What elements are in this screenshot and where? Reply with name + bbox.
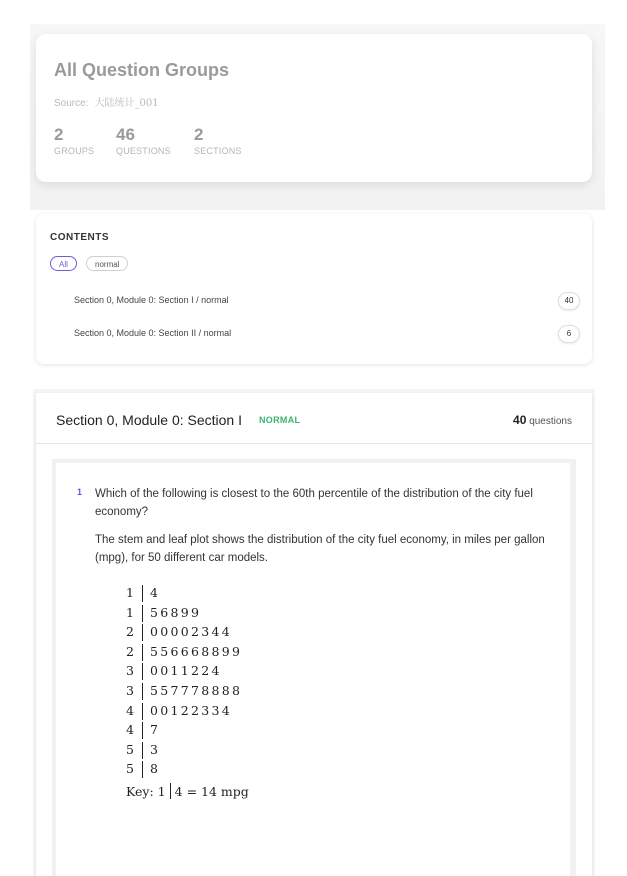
stem-value: 1 [126,585,134,600]
stat-label: SECTIONS [194,146,242,156]
stem-value: 5 [126,761,134,777]
stat-label: QUESTIONS [116,146,171,156]
section-card [36,393,592,876]
stem-divider [142,703,143,720]
section-title: Section 0, Module 0: Section I [56,412,242,428]
stem-divider [142,585,143,602]
source-label: Source: [54,98,89,109]
section-divider [36,443,592,444]
stem-divider [142,722,143,739]
question-text: Which of the following is closest to the 60th percentile of the distribution of the city fuel economy? [95,488,533,518]
stem-divider [142,761,143,778]
leaf-values: 00122334 [150,702,233,718]
key-meaning: = 14 mpg [186,784,249,799]
contents-item-count-badge: 6 [558,325,580,343]
question-stimulus: The stem and leaf plot shows the distribution of the city fuel economy, in miles per gallon (mpg), for 50 different car models. [95,534,545,564]
key-stem: 1 [157,784,166,799]
stem-value: 4 [126,722,134,738]
stem-divider [142,644,143,661]
stat-questions [116,126,171,156]
stat-value: 2 [194,125,204,144]
stem-divider [142,663,143,680]
key-prefix: Key: [126,784,154,799]
stat-label: GROUPS [54,146,95,156]
stat-value: 2 [54,125,64,144]
contents-item-label: Section 0, Module 0: Section I / normal [74,295,229,305]
summary-card [36,34,592,182]
stem-value: 4 [126,702,134,718]
contents-item-section-1[interactable] [74,292,580,310]
contents-item-count-badge: 40 [558,292,580,310]
stem-value: 2 [126,643,134,659]
filter-chip-all[interactable]: All [50,256,77,271]
stem-leaf-key [126,783,249,799]
contents-title: CONTENTS [50,232,109,243]
stem-value: 1 [126,604,134,620]
source-value: 大陆统计_001 [94,98,159,109]
leaf-values: 00002344 [150,624,233,640]
stem-value: 3 [126,663,134,679]
key-leaf: 4 [174,784,183,799]
question-count-label: questions [529,416,572,427]
stem-value: 3 [126,682,134,698]
page-title: All Question Groups [54,60,230,80]
stat-groups [54,126,94,156]
stat-sections [194,126,242,156]
leaf-values: 8 [150,761,161,777]
stem-value: 2 [126,624,134,640]
leaf-values: 557778888 [150,682,243,698]
stem-divider [142,742,143,759]
leaf-values: 7 [150,722,161,738]
section-question-count [513,413,572,427]
question-count-value: 40 [513,413,527,427]
stem-divider [142,624,143,641]
source-line [54,94,159,109]
stem-divider [142,605,143,622]
filter-chip-normal[interactable]: normal [86,256,128,271]
question-card [56,463,570,876]
question-number: 1 [77,487,83,497]
contents-item-label: Section 0, Module 0: Section II / normal [74,328,232,338]
leaf-values: 3 [150,741,161,757]
contents-item-section-2[interactable] [74,325,580,343]
key-divider [170,783,171,799]
contents-panel [36,214,592,364]
leaf-values: 4 [150,585,161,600]
leaf-values: 56899 [150,604,202,620]
leaf-values: 556668899 [150,643,243,659]
stat-value: 46 [116,125,135,144]
leaf-values: 0011224 [150,663,222,679]
section-type-badge: NORMAL [259,415,301,425]
stem-divider [142,683,143,700]
stem-value: 5 [126,741,134,757]
